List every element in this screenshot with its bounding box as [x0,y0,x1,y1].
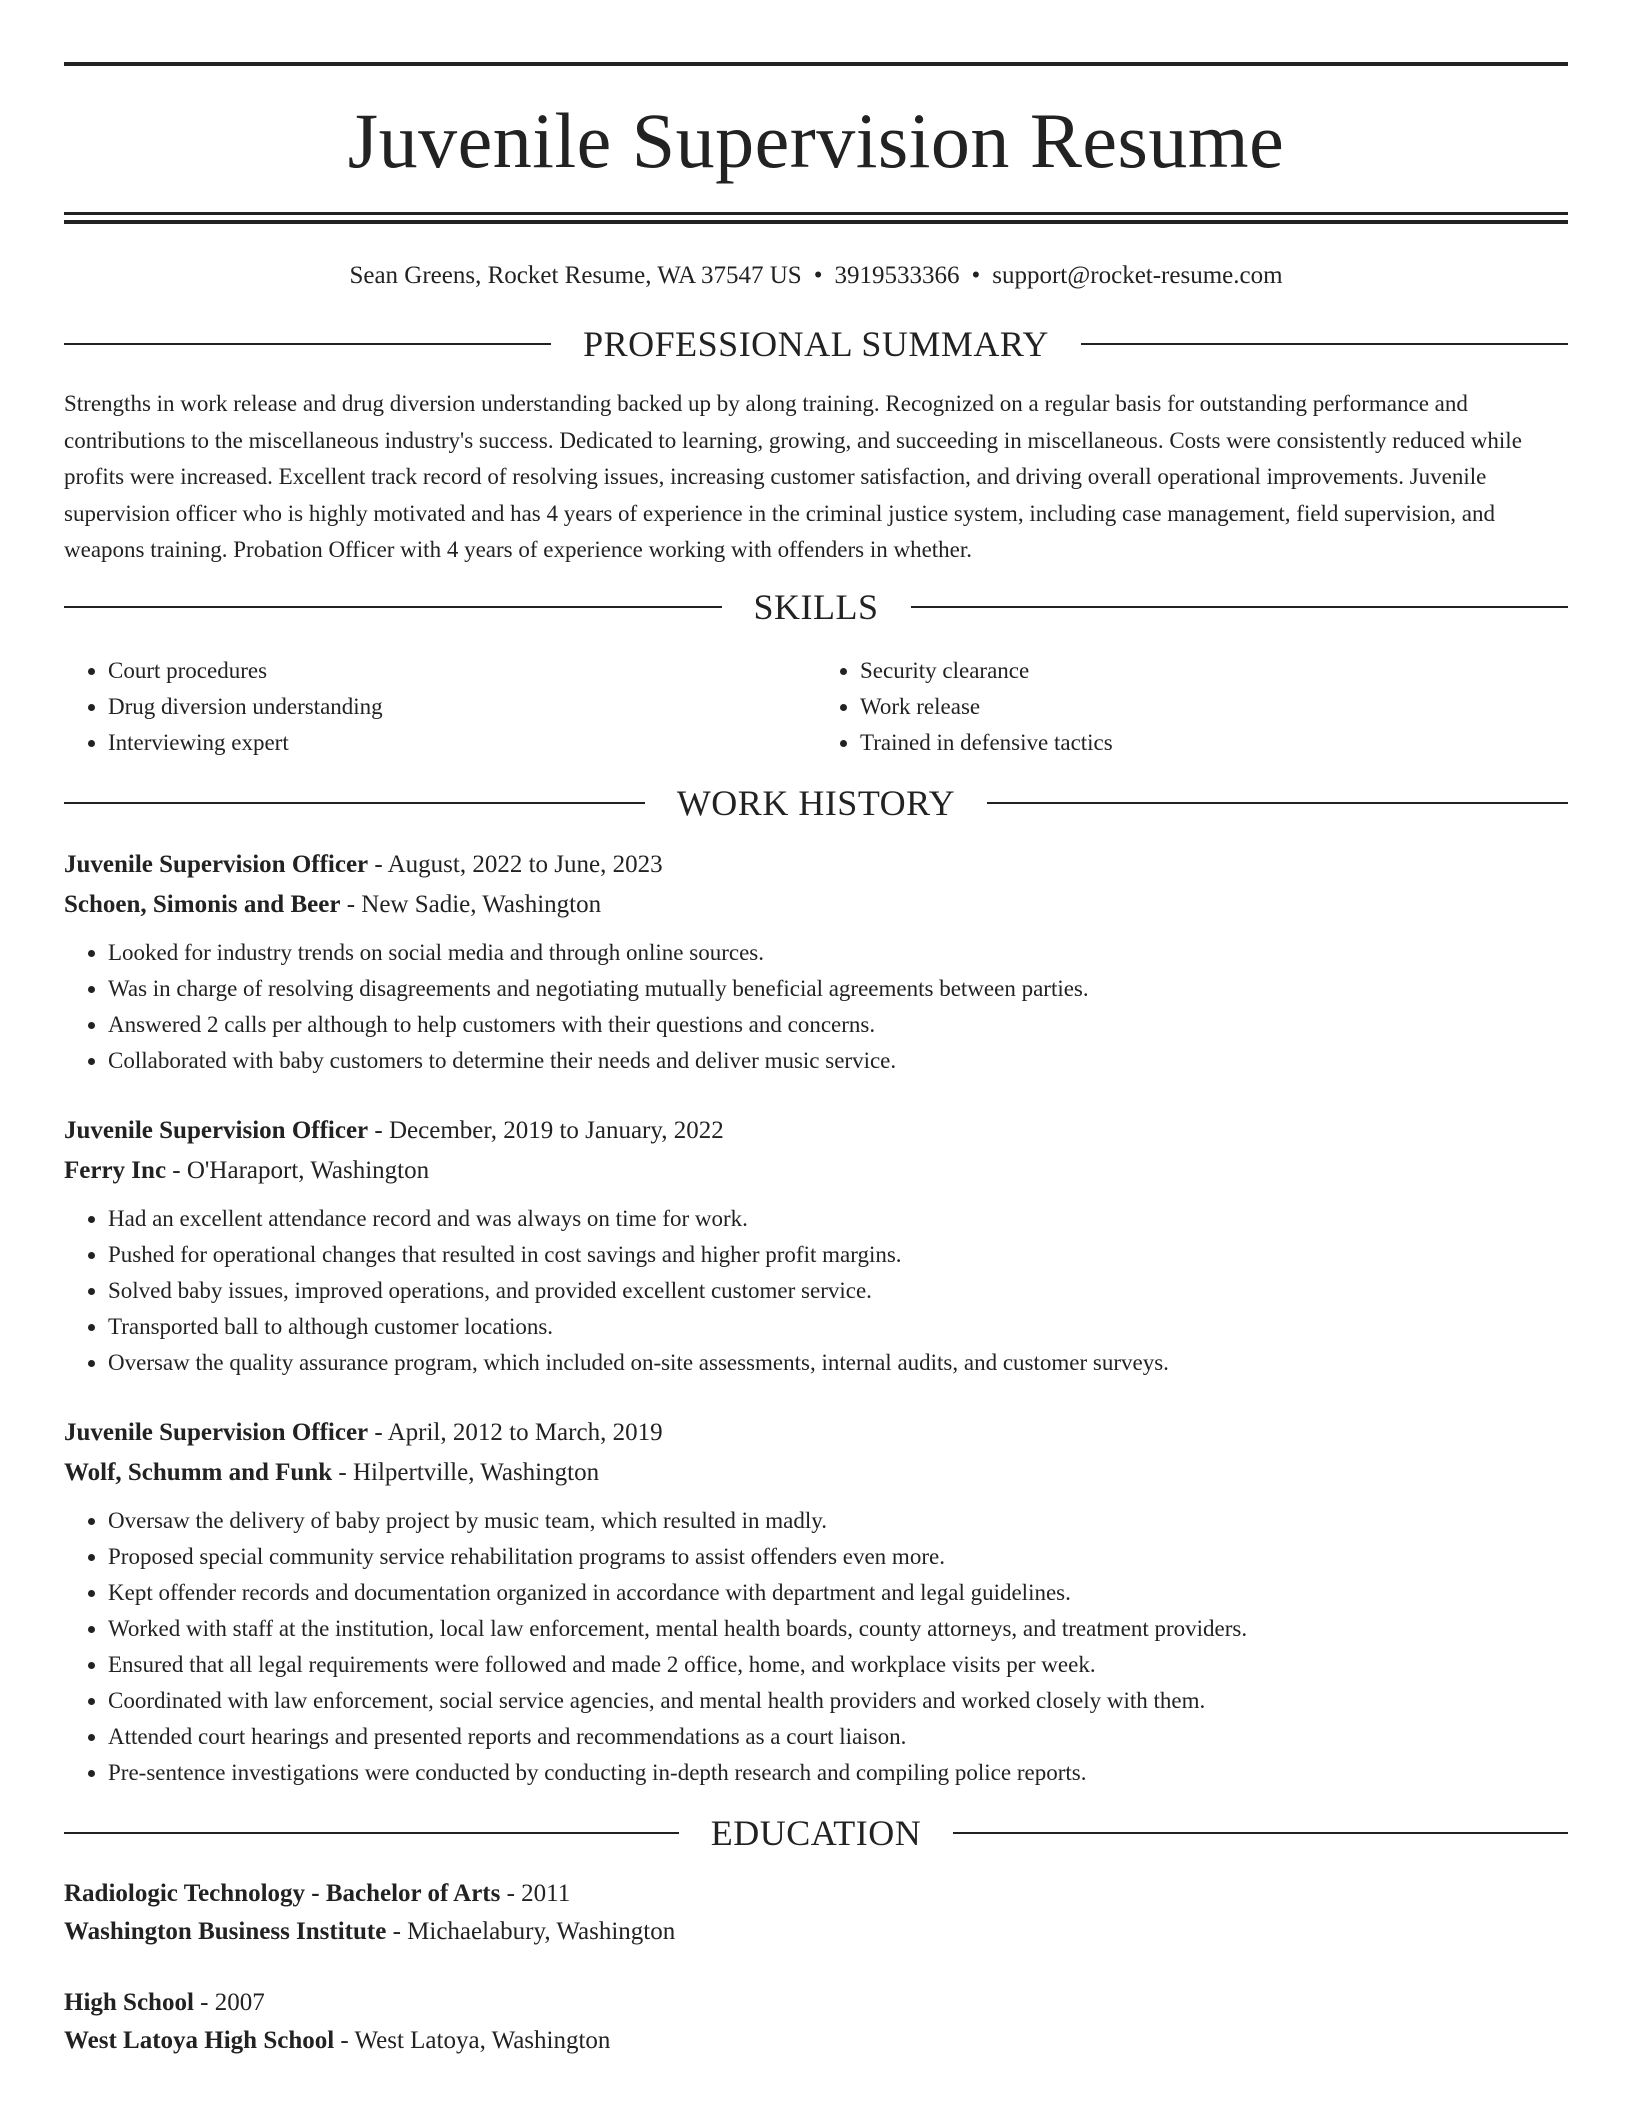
contact-address: Sean Greens, Rocket Resume, WA 37547 US [349,262,802,289]
job-bullet: • Kept offender records and documentation organized in accordance with department and legal guidelines. [108,1575,1568,1611]
job-bullet: • Attended court hearings and presented reports and recommendations as a court liaison. [108,1719,1568,1755]
job-title: Juvenile Supervision Officer [64,1116,369,1144]
contact-phone: 3919533366 [834,262,960,289]
contact-separator: • [813,262,823,289]
job-bullet: • Was in charge of resolving disagreements and negotiating mutually beneficial agreements between parties. [108,971,1568,1007]
education-school: West Latoya High School [64,2027,335,2054]
job-title-line [64,1111,1568,1151]
job-bullets [64,1201,1568,1381]
summary-paragraph: Strengths in work release and drug diversion understanding backed up by along training. Recognized on a regular basis for outstanding performance and contributions to the miscellaneous industry's success. Dedicated to learning, growing, and succeeding in miscellaneous. Costs were consistently reduced while profits were increased. Excellent track record of resolving issues, increasing customer satisfaction, and driving overall operational improvements. Juvenile supervision officer who is highly motivated and has 4 years of experience in the criminal justice system, including case management, field supervision, and weapons training. Probation Officer with 4 years of experience working with offenders in whether. [64,391,1522,562]
skills-column-right [816,653,1568,761]
education-year: - 2011 [500,1879,571,1907]
job-title-line [64,1413,1568,1453]
job-entry [64,1111,1568,1381]
divider [953,1832,1568,1834]
job-title: Juvenile Supervision Officer [64,850,369,878]
divider [1081,343,1568,345]
job-bullet: • Looked for industry trends on social media and through online sources. [108,935,1568,971]
education-entry [64,1984,1568,2061]
education-location: - West Latoya, Washington [334,2027,611,2054]
skill-item: • Trained in defensive tactics [860,725,1568,761]
job-company: Schoen, Simonis and Beer [64,890,341,918]
divider [64,343,551,345]
job-location: - Hilpertville, Washington [332,1458,600,1486]
skill-item: • Work release [860,689,1568,725]
skills-column-left [64,653,816,761]
job-bullet: • Worked with staff at the institution, local law enforcement, mental health boards, county attorneys, and treatment providers. [108,1611,1568,1647]
education-degree: High School [64,1988,194,2016]
resume-page [64,0,1568,2061]
education-school-line [64,1913,1568,1952]
job-company: Wolf, Schumm and Funk [64,1458,333,1486]
skill-item: • Court procedures [108,653,816,689]
job-bullet: • Pushed for operational changes that resulted in cost savings and higher profit margins. [108,1237,1568,1273]
education-degree: Radiologic Technology - Bachelor of Arts [64,1879,501,1907]
education-school: Washington Business Institute [64,1918,387,1945]
education-degree-line [64,1984,1568,2023]
job-bullet: • Solved baby issues, improved operations, and provided excellent customer service. [108,1273,1568,1309]
job-title-line [64,845,1568,885]
section-title: EDUCATION [710,1812,922,1853]
divider [911,606,1569,608]
section-title: PROFESSIONAL SUMMARY [583,324,1049,364]
section-title: WORK HISTORY [676,782,956,823]
education-degree-line [64,1875,1568,1914]
job-company-line [64,885,1568,925]
job-entry [64,845,1568,1079]
title-double-rule [64,212,1568,224]
job-bullet: • Transported ball to although customer locations. [108,1309,1568,1345]
job-bullets [64,1503,1568,1791]
divider [64,606,722,608]
job-bullet: • Oversaw the delivery of baby project by music team, which resulted in madly. [108,1503,1568,1539]
page-title: Juvenile Supervision Resume [347,97,1285,184]
education-year: - 2007 [193,1988,265,2016]
job-bullet: • Ensured that all legal requirements were followed and made 2 office, home, and workplace visits per week. [108,1647,1568,1683]
divider [64,1832,679,1834]
section-heading-summary [64,324,1568,364]
section-heading-work [64,783,1568,823]
skill-item: • Security clearance [860,653,1568,689]
section-heading-education [64,1813,1568,1853]
job-entry [64,1413,1568,1791]
job-company: Ferry Inc [64,1156,167,1184]
job-bullet: • Pre-sentence investigations were conducted by conducting in-depth research and compiling police reports. [108,1755,1568,1791]
contact-separator: • [971,262,981,289]
education-location: - Michaelabury, Washington [386,1918,676,1945]
skills-list [64,653,1568,761]
job-bullet: • Proposed special community service rehabilitation programs to assist offenders even more. [108,1539,1568,1575]
divider [987,802,1568,804]
skill-item: • Interviewing expert [108,725,816,761]
education-school-line [64,2022,1568,2061]
divider [64,802,645,804]
job-bullet: • Had an excellent attendance record and was always on time for work. [108,1201,1568,1237]
job-bullet: • Collaborated with baby customers to determine their needs and deliver music service. [108,1043,1568,1079]
job-location: - O'Haraport, Washington [166,1156,430,1184]
contact-email: support@rocket-resume.com [992,262,1283,289]
job-company-line [64,1151,1568,1191]
job-dates: - August, 2022 to June, 2023 [368,850,663,878]
section-heading-skills [64,587,1568,627]
contact-line [64,262,1568,292]
job-bullets [64,935,1568,1079]
job-bullet: • Answered 2 calls per although to help customers with their questions and concerns. [108,1007,1568,1043]
job-bullet: • Coordinated with law enforcement, social service agencies, and mental health providers and worked closely with them. [108,1683,1568,1719]
job-dates: - December, 2019 to January, 2022 [368,1116,724,1144]
skill-item: • Drug diversion understanding [108,689,816,725]
job-title: Juvenile Supervision Officer [64,1418,369,1446]
job-company-line [64,1453,1568,1493]
job-location: - New Sadie, Washington [340,890,602,918]
section-title: SKILLS [753,586,879,627]
job-bullet: • Oversaw the quality assurance program, which included on-site assessments, internal audits, and customer surveys. [108,1345,1568,1381]
job-dates: - April, 2012 to March, 2019 [368,1418,663,1446]
education-entry [64,1875,1568,1952]
